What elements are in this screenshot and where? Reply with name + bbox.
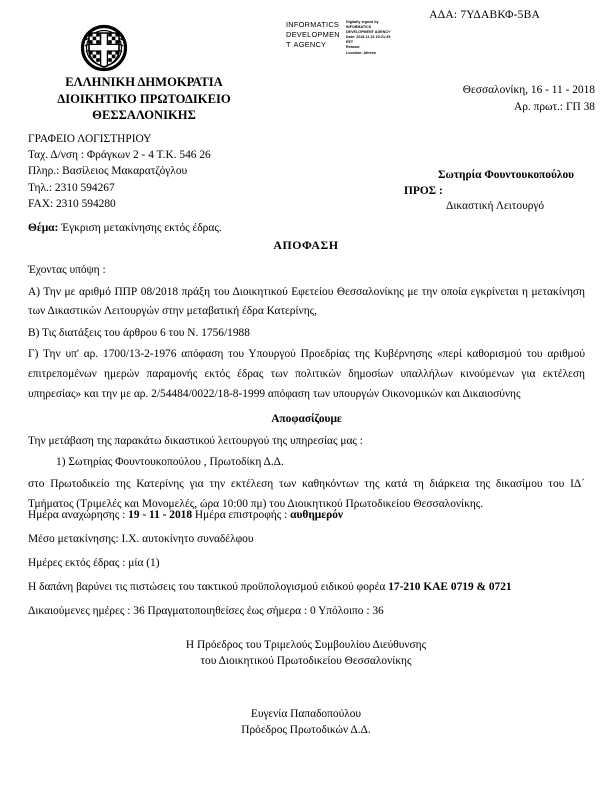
signatory-title: [0, 637, 612, 669]
signature-agency-name: [286, 20, 342, 49]
clause-b: Β) Τις διατάξεις του άρθρου 6 του Ν. 1756/1988: [28, 326, 250, 339]
subject-text: Έγκριση μετακίνησης εκτός έδρας.: [58, 222, 222, 234]
recipient-name: Σωτηρία Φουντουκοπούλου: [438, 169, 575, 181]
clause-c: Γ) Την υπ' αρ. 1700/13-2-1976 απόφαση του Υπουργού Προεδρίας της Κυβέρνησης «περί καθορισμού του αριθμού επιτρεπομένων ημερών παραμονής εκτός έδρας των πολιτικών δημοσίων υπαλλήλων κινούμενων για εκτέλεση υπηρεσίας» και την με αρ. 2/54484/0022/18-8-1999 απόφαση των υπουργών Οικονομικών και Δικαιοσύνης: [28, 348, 585, 400]
contact-block: [28, 131, 211, 212]
destination-text: στο Πρωτοδικείο της Κατερίνης για την εκτέλεση των καθηκόντων της κατά τη διάρκεια της δικασίμου του ΙΔ΄ Τμήματος (Τριμελές και Μονομελές, ώρα 10:00 πμ) του Διοικητικού Πρωτοδικείου Θεσσαλονίκης.: [28, 478, 585, 510]
recipient-block: [404, 168, 612, 215]
signatory-name: Ευγενία Παπαδοπούλου: [250, 708, 362, 720]
contact-info: Πληρ.: Βασίλειος Μακαρατζόγλου: [28, 165, 188, 178]
signature-detail-line1: Digitally signed by: [346, 20, 379, 24]
subject-line: [28, 222, 222, 234]
person-list-item: 1) Σωτηρίας Φουντουκοπούλου , Πρωτοδίκη Δ.Δ.: [56, 456, 284, 469]
signature-detail-text: [346, 20, 404, 56]
document-meta: [300, 82, 595, 116]
departure-date: 19 - 11 - 2018: [128, 509, 193, 521]
signature-detail-line2: INFORMATICS: [346, 25, 372, 30]
signature-agency-line2: DEVELOPMEN: [286, 29, 340, 39]
return-label: Ημέρα επιστροφής :: [192, 509, 291, 521]
signature-detail-line5: EET: [346, 40, 354, 45]
departure-label: Ημέρα αναχώρησης :: [28, 509, 129, 521]
contact-phone: Τηλ.: 2310 594267: [28, 181, 115, 194]
document-body: [28, 261, 585, 516]
place-and-date: Θεσσαλονίκη, 16 - 11 - 2018: [462, 84, 595, 96]
contact-office: ΓΡΑΦΕΙΟ ΛΟΓΙΣΤΗΡΙΟΥ: [28, 133, 152, 145]
ada-code: ΑΔΑ: 7ΥΔΑΒΚΦ-5ΒΑ: [429, 9, 540, 21]
departure-return-line: [28, 504, 588, 528]
decision-title: ΑΠΟΦΑΣΗ: [273, 238, 339, 252]
budget-line: [28, 576, 588, 600]
resolve-intro: Την μετάβαση της παρακάτω δικαστικού λειτουργού της υπηρεσίας μας :: [28, 434, 363, 447]
entitled-days-line: Δικαιούμενες ημέρες : 36 Πραγματοποιηθείσες έως σήμερα : 0 Υπόλοιπο : 36: [28, 604, 384, 617]
preamble: Έχοντας υπόψη :: [28, 264, 106, 276]
budget-code: 17-210 ΚΑΕ 0719 & 0721: [388, 580, 512, 593]
clause-a: Α) Την με αριθμό ΠΠΡ 08/2018 πράξη του Διοικητικού Εφετείου Θεσσαλονίκης με την οποία εγκρίνεται η μετακίνηση των Δικαστικών Λειτουργών στην μεταβατική έδρα Κατερίνης,: [28, 285, 585, 318]
resolve-title: Αποφασίζουμε: [271, 413, 342, 426]
signature-agency-line3: T AGENCY: [286, 39, 327, 49]
organisation-line-1: ΕΛΛΗΝΙΚΗ ΔΗΜΟΚΡΑΤΙΑ: [65, 75, 223, 89]
signature-detail-line6: Reason:: [346, 45, 361, 50]
signatory-title-line2: του Διοικητικού Πρωτοδικείου Θεσσαλονίκης: [200, 655, 412, 668]
transport-means: Μέσο μετακίνησης: Ι.Χ. αυτοκίνητο συναδέλφου: [28, 532, 254, 545]
signatory-rank: Πρόεδρος Πρωτοδικών Δ.Δ.: [241, 724, 371, 737]
return-date: αυθημερόν: [290, 509, 343, 521]
subject-label: Θέμα:: [28, 222, 59, 234]
protocol-number: Αρ. πρωτ.: ΓΠ 38: [513, 101, 595, 114]
organisation-line-2: ΔΙΟΙΚΗΤΙΚΟ ΠΡΩΤΟΔΙΚΕΙΟ: [57, 91, 231, 106]
budget-label: Η δαπάνη βαρύνει τις πιστώσεις του τακτικού προϋπολογισμού ειδικού φορέα: [28, 580, 389, 593]
digital-signature-stamp: [286, 20, 404, 60]
signature-detail-line4: Date: 2018.11.16 15:21:35: [346, 35, 391, 40]
travel-details: [28, 504, 588, 624]
organisation-line-3: ΘΕΣΣΑΛΟΝΙΚΗΣ: [92, 108, 196, 123]
signatory-identity: [0, 706, 612, 738]
days-out-of-base: Ημέρες εκτός έδρας : μία (1): [28, 556, 160, 569]
signature-detail-line3: DEVELOPMENT AGENCY: [346, 30, 391, 35]
hellenic-republic-emblem-icon: [78, 22, 130, 72]
organisation-heading: [14, 74, 274, 124]
recipient-role: Δικαστική Λειτουργό: [446, 200, 545, 213]
signatory-title-line1: Η Πρόεδρος του Τριμελούς Συμβουλίου Διεύθυνσης: [185, 639, 427, 651]
signature-detail-line7: Location: Athens: [346, 50, 377, 55]
contact-fax: FAX: 2310 594280: [28, 197, 116, 210]
contact-address: Ταχ. Δ/νση : Φράγκων 2 - 4 Τ.Κ. 546 26: [28, 149, 211, 162]
signature-agency-line1: INFORMATICS: [286, 20, 340, 29]
recipient-pros-label: ΠΡΟΣ :: [404, 184, 443, 197]
